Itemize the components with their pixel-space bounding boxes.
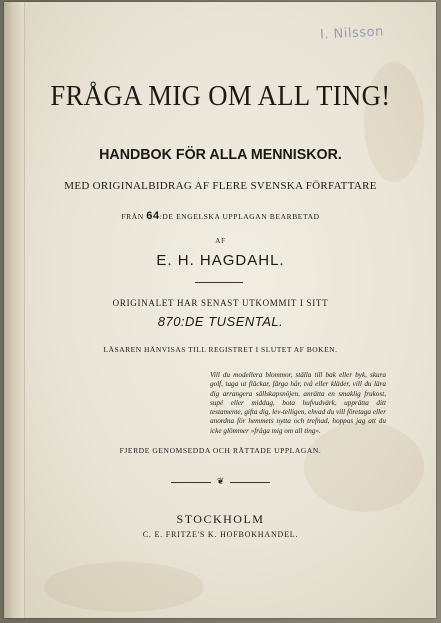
original-note: ORIGINALET HAR SENAST UTKOMMIT I SITT (112, 298, 329, 308)
publisher-name: C. E. FRITZE'S K. HOFBOKHANDEL. (142, 530, 299, 539)
readers-note: LÄSAREN HÄNVISAS TILL REGISTRET I SLUTET AF BOKEN. (103, 345, 338, 354)
publication-city: STOCKHOLM (176, 512, 265, 526)
edition-note (0, 210, 441, 222)
paper-stain (44, 562, 204, 612)
ornament-line-left (171, 482, 211, 483)
book-subtitle: HANDBOK FÖR ALLA MENNISKOR. (99, 146, 342, 163)
contributors-line: MED ORIGINALBIDRAG AF FLERE SVENSKA FÖRFATTARE (64, 180, 377, 192)
original-count: 870:DE TUSENTAL. (157, 314, 284, 329)
edition-number: 64 (146, 210, 160, 222)
edition-suffix: :DE ENGELSKA UPPLAGAN BEARBETAD (159, 212, 320, 221)
ornament-divider (0, 478, 441, 487)
divider-rule (195, 282, 243, 283)
author-name: E. H. HAGDAHL. (156, 252, 285, 269)
by-label: AF (215, 237, 226, 245)
fourth-edition-line: FJERDE GENOMSEDDA OCH RÄTTADE UPPLAGAN. (119, 446, 322, 455)
ornament-icon: ❦ (216, 477, 225, 487)
blurb-paragraph: Vill du modellera blommor, ställa till bak eller byk, skura golf, taga ut fläckar, färga hår, två eller kläder, vill du lära dig arrangera sällskapsnöjen, anrätta en smaklig frukost, supé eller middag, bota hufvudvärk, upprätta ditt testamente, gifta dig, lev-telligen, ehvad du vill företaga eller anordna för hemmets nytta och trefnad, hoppas jag att du icke glömmer »fråga mig om all ting». (210, 371, 386, 435)
book-title: FRÅGA MIG OM ALL TING! (50, 80, 391, 112)
owner-stamp: I. Nilsson (319, 24, 385, 43)
edition-prefix: FRÅN (121, 212, 144, 221)
ornament-line-right (230, 482, 270, 483)
